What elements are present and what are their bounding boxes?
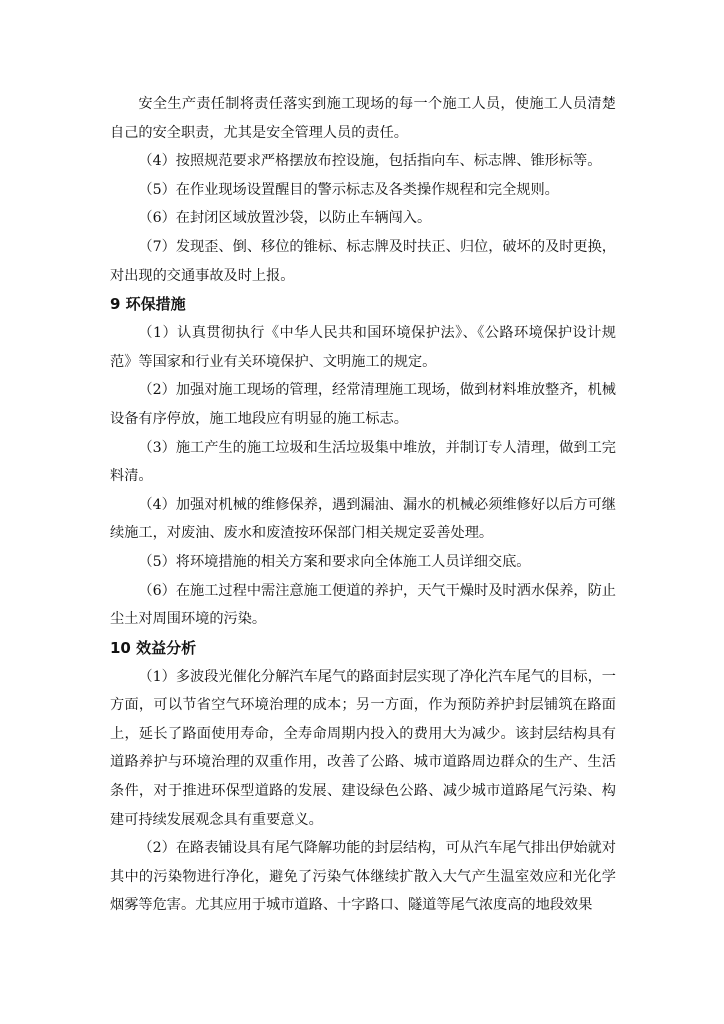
paragraph-benefit-item-2: （2）在路表铺设具有尾气降解功能的封层结构，可从汽车尾气排出伊始就对其中的污染物进行净化，避免了污染气体继续扩散入大气产生温室效应和光化学烟雾等危害。尤其应用于城市道路、十字路口、隧道等尾气浓度高的地段效果 — [110, 840, 616, 914]
document-body — [110, 90, 616, 920]
paragraph-env-item-4: （4）加强对机械的维修保养，遇到漏油、漏水的机械必须维修好以后方可继续施工，对废油、废水和废渣按环保部门相关规定妥善处理。 — [110, 496, 616, 542]
section-heading-benefit-analysis: 10 效益分析 — [110, 638, 197, 657]
paragraph-env-item-6: （6）在施工过程中需注意施工便道的养护，天气干燥时及时洒水保养，防止尘土对周围环境的污染。 — [110, 582, 616, 628]
paragraph-safety-item-6: （6）在封闭区域放置沙袋，以防止车辆闯入。 — [138, 210, 432, 227]
paragraph-env-item-5: （5）将环境措施的相关方案和要求向全体施工人员详细交底。 — [138, 553, 531, 570]
paragraph-safety-item-7: （7）发现歪、倒、移位的锥标、标志牌及时扶正、归位，破坏的及时更换，对出现的交通事故及时上报。 — [110, 238, 616, 284]
paragraph-safety-item-4: （4）按照规范要求严格摆放布控设施，包括指向车、标志牌、锥形标等。 — [138, 153, 602, 170]
paragraph-safety-item-5: （5）在作业现场设置醒目的警示标志及各类操作规程和完全规则。 — [138, 181, 559, 198]
paragraph-env-item-1: （1）认真贯彻执行《中华人民共和国环境保护法》、《公路环境保护设计规范》等国家和行业有关环境保护、文明施工的规定。 — [110, 325, 616, 370]
paragraph-benefit-item-1: （1）多波段光催化分解汽车尾气的路面封层实现了净化汽车尾气的目标，一方面，可以节省空气环境治理的成本；另一方面，作为预防养护封层铺筑在路面上，延长了路面使用寿命，全寿命周期内投入的费用大为减少。该封层结构具有道路养护与环境治理的双重作用，改善了公路、城市道路周边群众的生产、生活条件，对于推进环保型道路的发展、建设绿色公路、减少城市道路尾气污染、构建可持续发展观念具有重要意义。 — [110, 668, 616, 828]
section-heading-environmental-measures: 9 环保措施 — [110, 295, 186, 314]
paragraph-env-item-3: （3）施工产生的施工垃圾和生活垃圾集中堆放，并制订专人清理，做到工完料清。 — [110, 439, 616, 485]
paragraph-env-item-2: （2）加强对施工现场的管理，经常清理施工现场，做到材料堆放整齐，机械设备有序停放，施工地段应有明显的施工标志。 — [110, 382, 616, 427]
paragraph-safety-responsibility: 安全生产责任制将责任落实到施工现场的每一个施工人员，使施工人员清楚自己的安全职责，尤其是安全管理人员的责任。 — [110, 96, 616, 141]
